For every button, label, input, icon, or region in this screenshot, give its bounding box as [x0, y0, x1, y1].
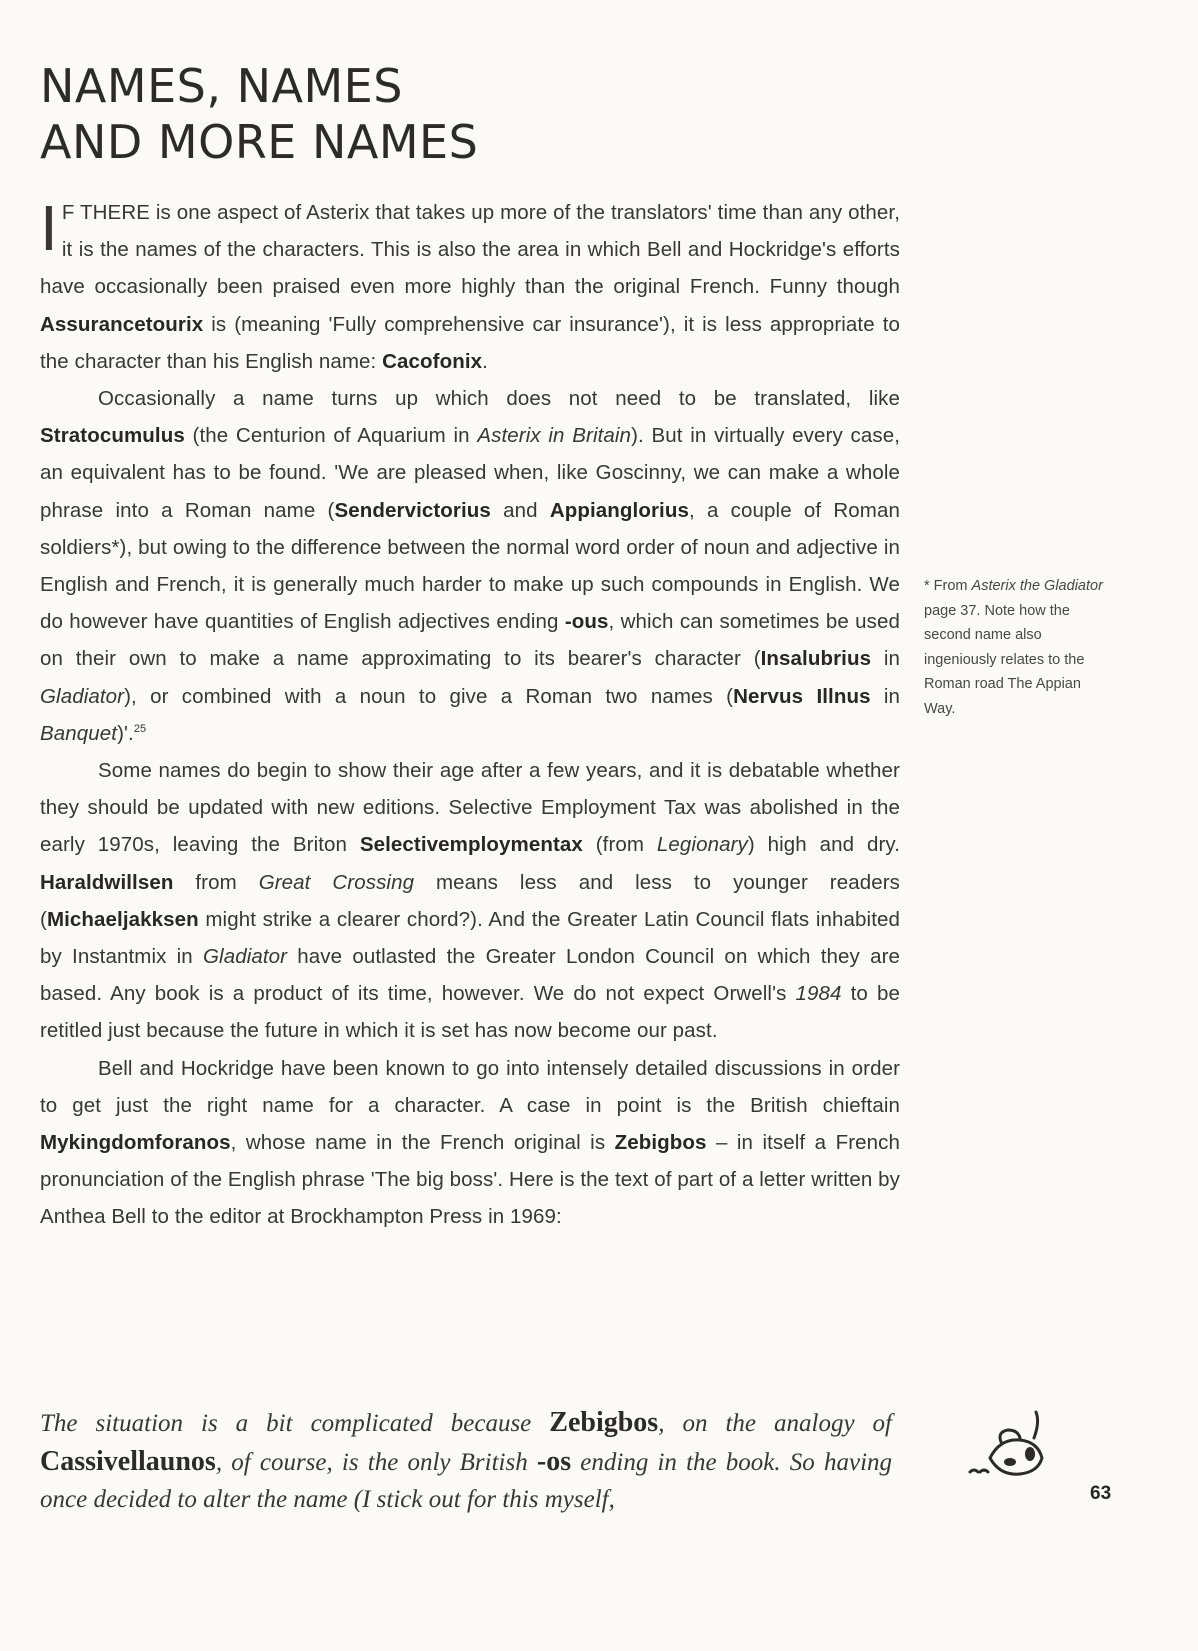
text: – in itself a French pronunciation of the English phrase 'The big boss'. Here is the text of part of a letter written by Anthea Bell to the editor at Brockhampton Press in 1969: [40, 1131, 900, 1229]
text: )'. [117, 721, 134, 745]
character-name: Cassivellaunos [40, 1445, 216, 1477]
title-line-1: NAMES, NAMES [40, 59, 403, 113]
page-title [40, 58, 478, 170]
text: , which can sometimes be used on their own to make a name approximating to its bearer's character ( [40, 610, 900, 671]
body-text [40, 194, 900, 1236]
character-name: Sendervictorius [334, 498, 491, 522]
character-name: Appianglorius [549, 498, 689, 522]
text: The situation is a bit complicated because [40, 1410, 550, 1437]
paragraph-4 [40, 1050, 900, 1236]
text: Occasionally a name turns up which does not need to be translated, like [98, 387, 900, 411]
text: , whose name in the French original is [230, 1131, 615, 1155]
drop-cap: I [40, 192, 58, 264]
suffix: -ous [564, 610, 609, 634]
text: . [482, 349, 488, 373]
text: and [490, 498, 550, 522]
text: ). But in virtually every case, an equivalent has to be found. 'We are pleased when, like Goscinny, we can make a whole phrase into a Roman name ( [40, 424, 900, 522]
footnote-reference: 25 [133, 723, 147, 736]
title-line-2: AND MORE NAMES [40, 115, 479, 169]
text: ending in the book. So having once decided to alter the name (I stick out for this myself, [40, 1448, 893, 1513]
text: in [870, 684, 901, 708]
text: (from [582, 833, 657, 857]
paragraph-2 [40, 380, 900, 752]
text: Bell and Hockridge have been known to go into intensely detailed discussions in order to get just the right name for a character. A case in point is the British chieftain [40, 1056, 900, 1117]
text: ) high and dry. [747, 833, 900, 857]
dog-dogmatix-icon [950, 1408, 1070, 1488]
text: page 37. Note how the second name also ingeniously relates to the Roman road The Appian Way. [924, 602, 1085, 717]
text: in [871, 647, 900, 671]
character-name: Nervus Illnus [733, 684, 871, 708]
character-name: Haraldwillsen [40, 870, 174, 894]
character-name: Stratocumulus [40, 424, 185, 448]
character-name: Mykingdomforanos [40, 1131, 231, 1155]
text: might strike a clearer chord?). And the Greater Latin Council flats inhabited by Instantmix in [40, 907, 900, 969]
character-name: Michaeljakksen [46, 907, 199, 931]
suffix: -os [536, 1445, 572, 1477]
book-title: 1984 [795, 982, 842, 1006]
sidenote [924, 574, 1114, 722]
book-title: Gladiator [40, 684, 125, 708]
book-title: Great Crossing [258, 870, 415, 894]
text: , on the analogy of [658, 1410, 892, 1437]
text: (the Centurion of Aquarium in [184, 424, 478, 448]
text: is (meaning 'Fully comprehensive car insurance'), it is less appropriate to the character than his English name: [40, 312, 900, 373]
book-title: Banquet [40, 721, 118, 745]
character-name: Selectivemploymentax [359, 833, 583, 857]
page-number: 63 [1090, 1483, 1112, 1504]
book-title: Asterix in Britain [477, 424, 632, 448]
paragraph-1 [40, 194, 900, 380]
book-title: Legionary [656, 833, 748, 857]
text: from [173, 870, 259, 894]
character-name: Insalubrius [760, 647, 872, 671]
paragraph-3 [40, 752, 900, 1050]
text: , of course, is the only British [215, 1448, 537, 1476]
text: have outlasted the Greater London Council on which they are based. Any book is a product of its time, however. We do not expect Orwell's [40, 945, 900, 1006]
book-title: Asterix the Gladiator [971, 578, 1103, 594]
letter-quote [40, 1404, 892, 1519]
text: * From [924, 578, 972, 594]
text: Some names do begin to show their age after a few years, and it is debatable whether they should be updated with new editions. Selective Employment Tax was abolished in the early 1970s, leaving the Briton [40, 759, 900, 857]
character-name: Assurancetourix [40, 312, 204, 336]
character-name: Cacofonix [382, 349, 483, 373]
text: , a couple of Roman soldiers*), but owing to the difference between the normal word order of noun and adjective in English and French, it is generally much harder to make up such compounds in English. We do however have quantities of English adjectives ending [40, 498, 900, 634]
character-name: Zebigbos [549, 1407, 659, 1438]
text: ), or combined with a noun to give a Roman two names ( [124, 684, 734, 708]
text: to be retitled just because the future in which it is set has now become our past. [40, 982, 900, 1043]
character-name: Zebigbos [614, 1131, 707, 1155]
text: means less and less to younger readers ( [40, 870, 900, 931]
text: F THERE is one aspect of Asterix that takes up more of the translators' time than any other, it is the names of the characters. This is also the area in which Bell and Hockridge's efforts have occasionally been praised even more highly than the original French. Funny though [40, 201, 900, 299]
book-title: Gladiator [203, 945, 288, 969]
